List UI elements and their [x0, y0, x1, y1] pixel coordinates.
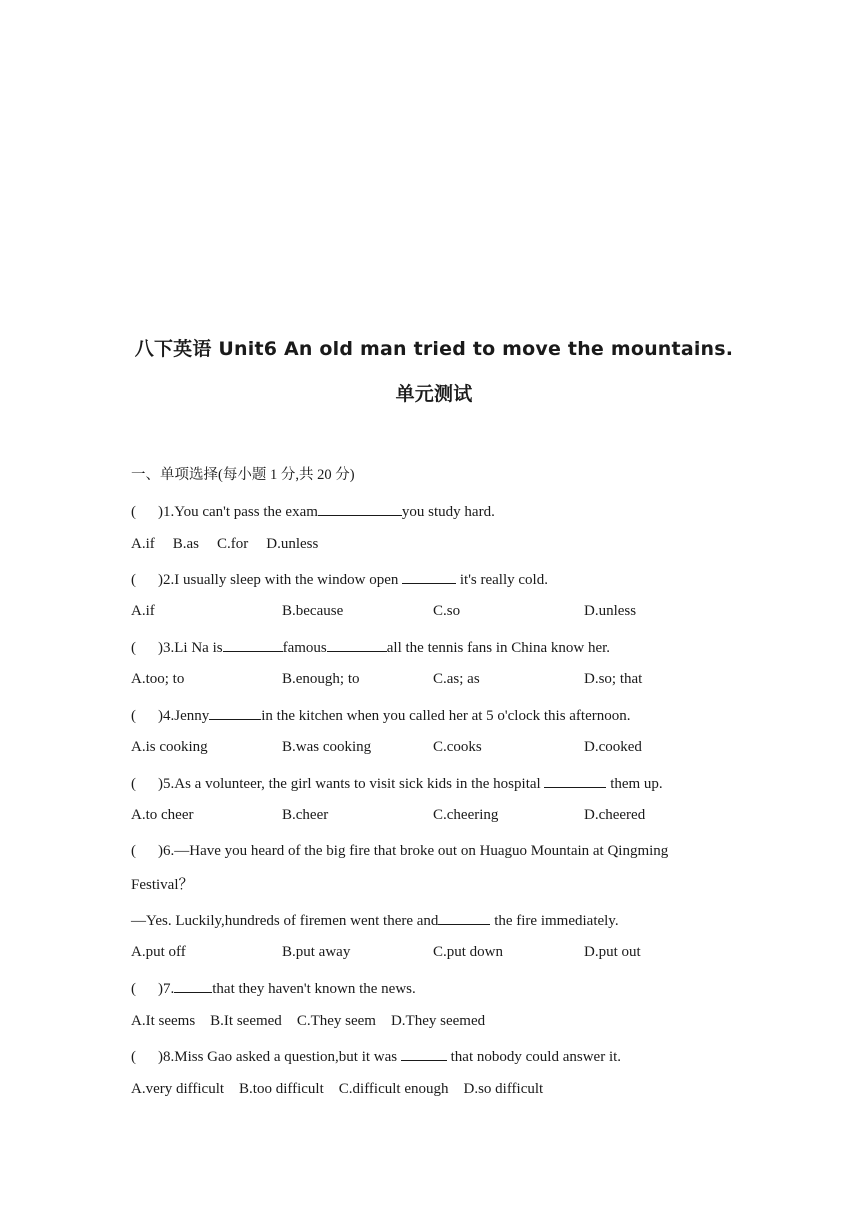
- option-d: D.so difficult: [463, 1081, 544, 1097]
- question-8: ( )8.Miss Gao asked a question,but it was that nobody could answer it.: [131, 1046, 621, 1066]
- question-2: ( )2.I usually sleep with the window open it's really cold.: [131, 569, 548, 589]
- question-3: ( )3.Li Na is famous all the tennis fans in China know her.: [131, 637, 610, 657]
- answer-blank: [174, 978, 212, 993]
- option-d: D.put out: [584, 944, 641, 960]
- option-a: A.to cheer: [131, 807, 194, 823]
- option-c: C.so: [433, 603, 461, 619]
- option-b: B.enough; to: [282, 671, 360, 687]
- section-heading: 一、单项选择(每小题 1 分,共 20 分): [131, 467, 355, 483]
- page-subtitle: 单元测试: [395, 383, 473, 405]
- option-b: B.because: [282, 603, 344, 619]
- answer-paren: (: [131, 504, 136, 520]
- option-c: C.They seem: [296, 1013, 376, 1029]
- answer-paren: (: [131, 981, 136, 997]
- question-7-options: [131, 1012, 503, 1030]
- answer-blank: [438, 910, 490, 925]
- option-a: A.It seems: [131, 1013, 196, 1029]
- page-title: 八下英语 Unit6 An old man tried to move the mountains.: [134, 338, 734, 360]
- answer-blank: [402, 569, 456, 584]
- option-d: D.so; that: [584, 671, 643, 687]
- question-4: ( )4.Jenny in the kitchen when you called her at 5 o'clock this afternoon.: [131, 705, 631, 725]
- option-d: D.cheered: [584, 807, 646, 823]
- question-5: ( )5.As a volunteer, the girl wants to visit sick kids in the hospital them up.: [131, 773, 663, 793]
- option-d: D.unless: [266, 536, 319, 552]
- option-d: D.cooked: [584, 739, 642, 755]
- answer-paren: (: [131, 572, 136, 588]
- question-4-options: [131, 739, 771, 757]
- question-6-reply: —Yes. Luckily,hundreds of firemen went there and the fire immediately.: [131, 910, 619, 930]
- option-b: B.put away: [282, 944, 351, 960]
- option-c: C.put down: [433, 944, 504, 960]
- answer-paren: (: [131, 843, 136, 859]
- option-a: A.is cooking: [131, 739, 208, 755]
- answer-blank: [318, 501, 402, 516]
- option-c: C.as; as: [433, 671, 480, 687]
- question-1: ( )1.You can't pass the exam you study hard.: [131, 501, 495, 521]
- option-c: C.cheering: [433, 807, 499, 823]
- question-3-options: [131, 671, 771, 689]
- answer-paren: (: [131, 1049, 136, 1065]
- answer-blank: [209, 705, 261, 720]
- answer-paren: (: [131, 640, 136, 656]
- question-7: ( )7. that they haven't known the news.: [131, 978, 416, 998]
- option-b: B.as: [172, 536, 199, 552]
- option-a: A.if: [131, 536, 155, 552]
- answer-blank: [327, 637, 387, 652]
- option-b: B.It seemed: [210, 1013, 282, 1029]
- option-b: B.was cooking: [282, 739, 372, 755]
- option-c: C.cooks: [433, 739, 482, 755]
- question-6-continued: Festival？: [131, 877, 194, 893]
- question-6: ( )6.—Have you heard of the big fire that broke out on Huaguo Mountain at Qingming: [131, 843, 669, 859]
- option-a: A.if: [131, 603, 155, 619]
- option-c: C.for: [217, 536, 249, 552]
- option-d: D.unless: [584, 603, 637, 619]
- answer-paren: (: [131, 708, 136, 724]
- question-1-options: [131, 535, 336, 553]
- option-a: A.put off: [131, 944, 186, 960]
- option-a: A.too; to: [131, 671, 185, 687]
- answer-blank: [401, 1046, 447, 1061]
- option-d: D.They seemed: [390, 1013, 486, 1029]
- question-6-options: [131, 944, 771, 962]
- question-8-options: [131, 1080, 561, 1098]
- option-b: B.cheer: [282, 807, 329, 823]
- option-b: B.too difficult: [239, 1081, 324, 1097]
- option-a: A.very difficult: [131, 1081, 225, 1097]
- question-5-options: [131, 807, 771, 825]
- answer-blank: [223, 637, 283, 652]
- answer-paren: (: [131, 776, 136, 792]
- answer-blank: [544, 773, 606, 788]
- question-2-options: [131, 603, 771, 621]
- option-c: C.difficult enough: [338, 1081, 449, 1097]
